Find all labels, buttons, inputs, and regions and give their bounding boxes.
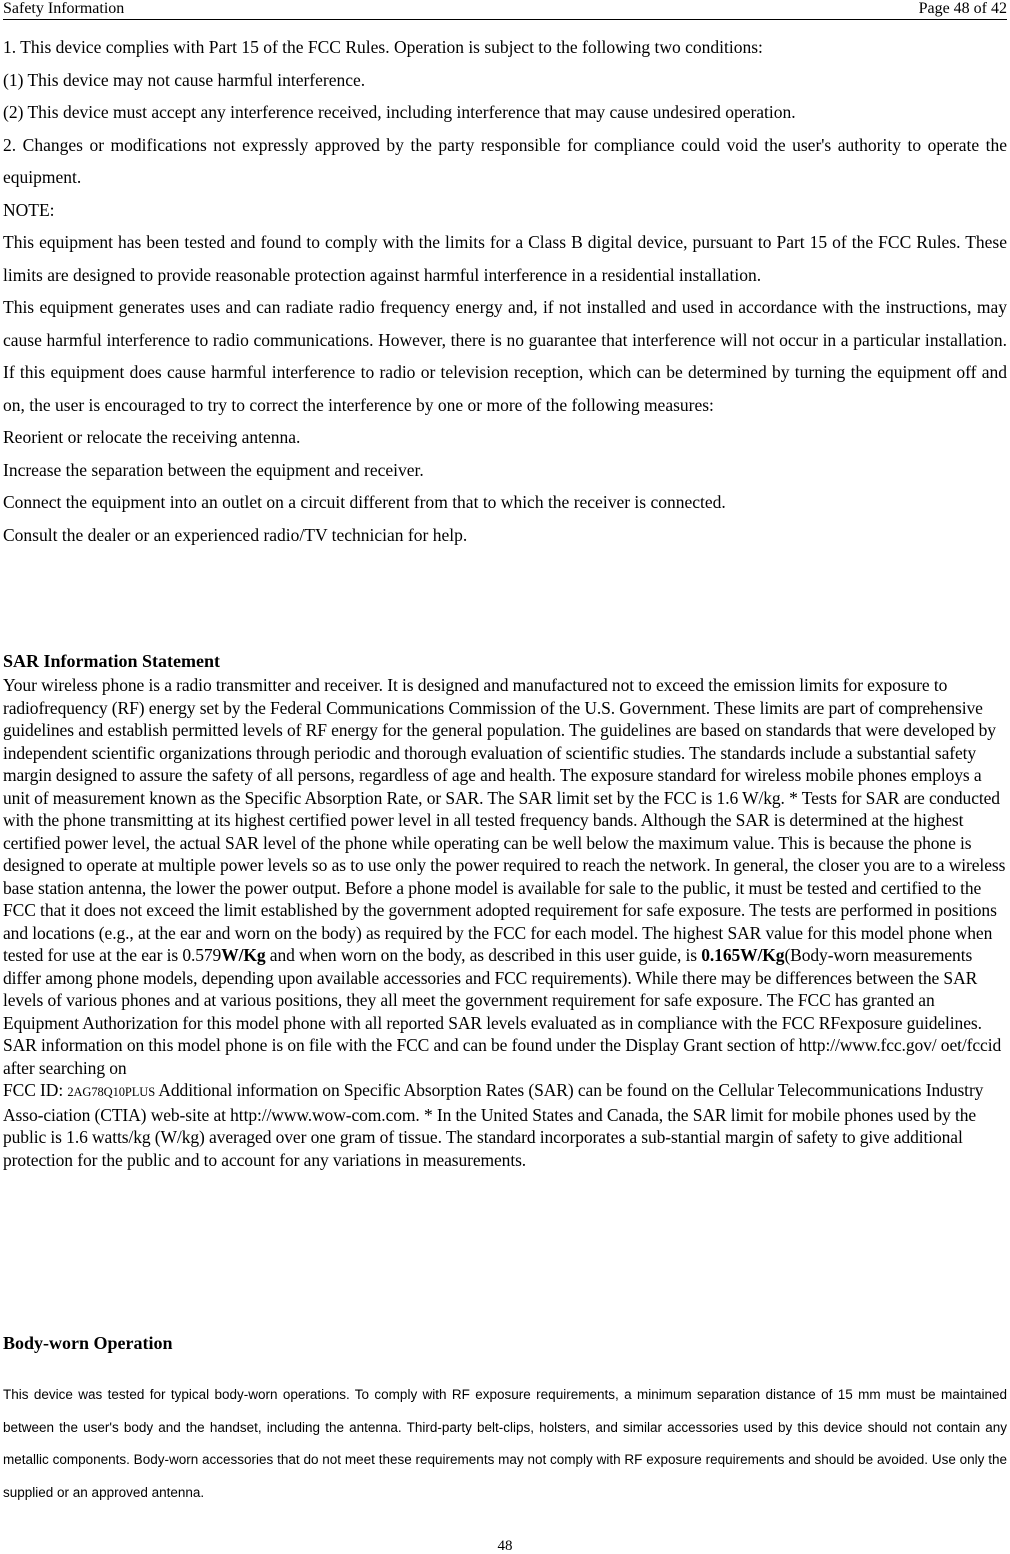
- sar-section: [3, 648, 1008, 1171]
- sar-text-d: Additional information on Specific Absorption Rates (SAR) can be found on the Cellular Telecommunications Industry Asso-ciation (CTIA) web-site at http://www.wow-com.com. * In the United States and Canada, the SAR limit for mobile phones used by the public is 1.6 watts/kg (W/kg) averaged over one gram of tissue. The standard incorporates a sub-stantial margin of safety to give additional protection for the public and to account for any variations in measurements.: [3, 1080, 984, 1170]
- note-paragraph-2: This equipment generates uses and can radiate radio frequency energy and, if not installed and used in accordance with the instructions, may cause harmful interference to radio communications. However, there is no guarantee that interference will not occur in a particular installation. If this equipment does cause harmful interference to radio or television reception, which can be determined by turning the equipment off and on, the user is encouraged to try to correct the interference by one or more of the following measures:: [3, 297, 1007, 415]
- fcc-condition-2: (2) This device must accept any interference received, including interference that may cause undesired operation.: [3, 102, 796, 122]
- header-page-indicator: Page 48 of 42: [918, 0, 1007, 17]
- page-header: [3, 0, 1007, 20]
- sar-body-value: 0.165W/Kg: [701, 945, 785, 965]
- measure-item: Consult the dealer or an experienced radio/TV technician for help.: [3, 524, 468, 545]
- fcc-id-value: 2AG78Q10PLUS: [67, 1085, 156, 1099]
- fcc-condition-1: (1) This device may not cause harmful interference.: [3, 69, 366, 90]
- sar-text-a: Your wireless phone is a radio transmitter and receiver. It is designed and manufactured not to exceed the emission limits for exposure to radiofrequency (RF) energy set by the Federal Communications Commission of the U.S. Government. These limits are part of comprehensive guidelines and establish permitted levels of RF energy for the general population. The guidelines are based on standards that were developed by independent scientific organizations through periodic and thorough evaluation of scientific studies. The standards include a substantial safety margin designed to assure the safety of all persons, regardless of age and health. The exposure standard for wireless mobile phones employs a unit of measurement known as the Specific Absorption Rate, or SAR. The SAR limit set by the FCC is 1.6 W/kg. * Tests for SAR are conducted with the phone transmitting at its highest certified power level in all tested frequency bands. Although the SAR is determined at the highest certified power level, the actual SAR level of the phone while operating can be well below the maximum value. This is because the phone is designed to operate at multiple power levels so as to use only the power required to reach the network. In general, the closer you are to a wireless base station antenna, the lower the power output. Before a phone model is available for sale to the public, it must be tested and certified to the FCC that it does not exceed the limit established by the government adopted requirement for safe exposure. The tests are performed in positions and locations (e.g., at the ear and worn on the body) as required by the FCC for each model. The highest SAR value for this model phone when tested for use at the ear is 0.579: [3, 675, 1006, 965]
- fcc-statement-1: 1. This device complies with Part 15 of the FCC Rules. Operation is subject to the following two conditions:: [3, 37, 763, 57]
- page-number: 48: [497, 1538, 513, 1554]
- note-paragraph-1: This equipment has been tested and found to comply with the limits for a Class B digital device, pursuant to Part 15 of the FCC Rules. These limits are designed to provide reasonable protection against harmful interference in a residential installation.: [3, 232, 1007, 285]
- header-section-title: Safety Information: [3, 0, 125, 17]
- body-worn-heading: Body-worn Operation: [3, 1333, 173, 1353]
- measure-item: Connect the equipment into an outlet on a circuit different from that to which the receiver is connected.: [3, 492, 726, 512]
- sar-paragraph: [3, 674, 1008, 1171]
- sar-head-value-unit: W/Kg: [221, 945, 266, 965]
- sar-text-c: (Body-worn measurements differ among phone models, depending upon available accessories and FCC requirements). While there may be differences between the SAR levels of various phones and at various positions, they all meet the government requirement for safe exposure. The FCC has granted an Equipment Authorization for this model phone with all reported SAR levels evaluated as in compliance with the FCC RFexposure guidelines. SAR information on this model phone is on file with the FCC and can be found under the Display Grant section of http://www.fcc.gov/ oet/fccid after searching on: [3, 945, 1002, 1078]
- sar-text-b: and when worn on the body, as described in this user guide, is: [265, 945, 702, 965]
- note-label: NOTE:: [3, 199, 55, 220]
- measure-item: Reorient or relocate the receiving antenna.: [3, 427, 301, 447]
- sar-heading: SAR Information Statement: [3, 651, 220, 671]
- fcc-id-label: FCC ID:: [3, 1080, 68, 1100]
- fcc-compliance-section: [3, 31, 1007, 551]
- measure-item: Increase the separation between the equipment and receiver.: [3, 459, 424, 480]
- fcc-statement-2: 2. Changes or modifications not expressly approved by the party responsible for compliance could void the user's authority to operate the equipment.: [3, 134, 1007, 187]
- body-worn-paragraph: This device was tested for typical body-worn operations. To comply with RF exposure requirements, a minimum separation distance of 15 mm must be maintained between the user's body and the handset, including the antenna. Third-party belt-clips, holsters, and similar accessories used by this device should not contain any metallic components. Body-worn accessories that do not meet these requirements may not comply with RF exposure requirements and should be avoided. Use only the supplied or an approved antenna.: [3, 1387, 1007, 1500]
